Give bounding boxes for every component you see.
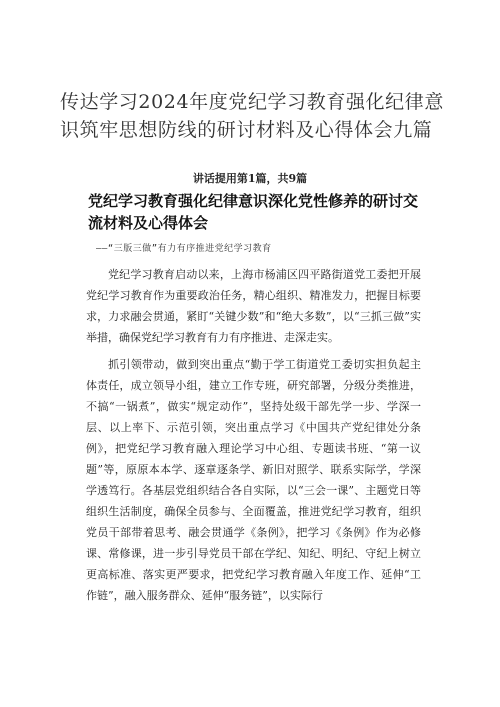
paragraph-2: 抓引领带动，做到突出重点“勤于学工街道党工委切实担负起主体责任，成立领导小组，建立工作专班，研究部署，分级分类推进，不搞“一锅煮”，做实“规定动作”，坚持处级干部先学一步、学深一层、以上率下、示范引领，突出重点学习《中国共产党纪律处分条例》，把党纪学习教育融入理论学习中心组、专题读书班、“第一议题”等，原原本本学、逐章逐条学、新旧对照学、联系实际学，学深学透笃行。各基层党组织结合各自实际，以“三会一课”、主题党日等组织生活制度，确保全员参与、全面覆盖，推进党纪学习教育，组织党员干部带着思考、融会贯通学《条例》，把学习《条例》作为必修课、常修课，进一步引导党员干部在学纪、知纪、明纪、守纪上树立更高标准、落实更严要求，把党纪学习教育融入年度工作、延伸“工作链”，融入服务群众、延伸“服务链”，以实际行 [86, 358, 421, 602]
document-title: 传达学习2024年度党纪学习教育强化纪律意识筑牢思想防线的研讨材料及心得体会九篇 [60, 91, 444, 141]
paragraph-1: 党纪学习教育启动以来，上海市杨浦区四平路街道党工委把开展党纪学习教育作为重要政治任务，精心组织、精准发力，把握目标要求，力求融会贯通，紧盯“关键少数”和“绝大多数”，以“三抓三做”实举措，确保党纪学习教育有力有序推进、走深走实。 [86, 268, 421, 344]
article-title: 党纪学习教育强化纪律意识深化党性修养的研讨交流材料及心得体会 [88, 192, 419, 232]
article-subtitle: ——“三版三做”有力有序推进党纪学习教育 [96, 244, 272, 254]
speech-meta: 讲话提用第1篇，共9篇 [192, 172, 308, 185]
article-body [86, 264, 421, 606]
